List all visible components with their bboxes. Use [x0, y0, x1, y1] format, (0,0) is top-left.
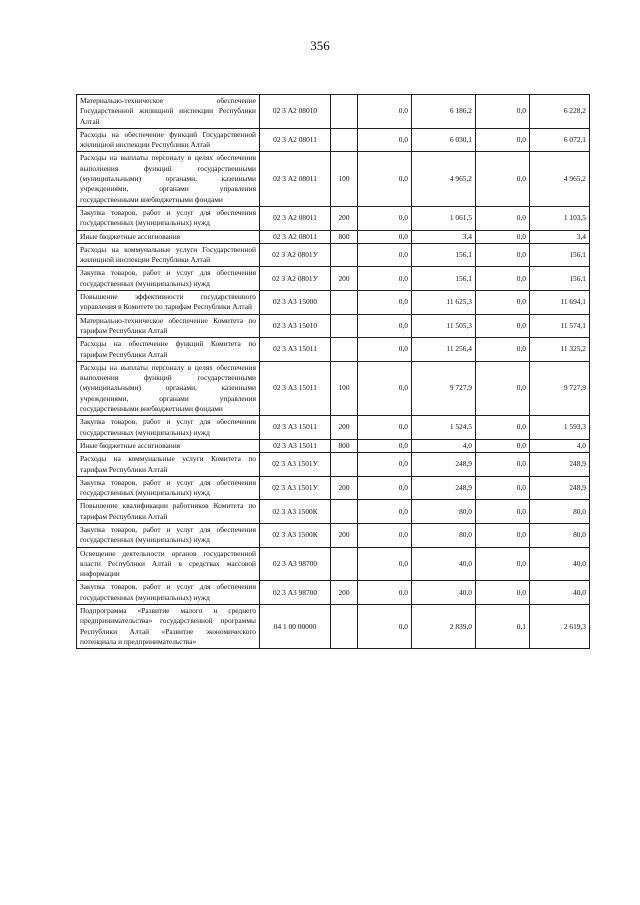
- row-value-cell: 0,0: [358, 581, 412, 605]
- row-code-cell: 02 3 А2 08011: [260, 128, 331, 152]
- row-value-cell: 248,9: [530, 453, 590, 477]
- row-value-cell: 0,0: [476, 206, 530, 230]
- row-code-cell: 02 3 А2 08011: [260, 230, 331, 243]
- row-value-cell: 0,0: [476, 361, 530, 415]
- row-value-cell: 11 505,3: [412, 314, 476, 338]
- page-number: 356: [310, 38, 330, 53]
- row-code-cell: 02 3 А3 15010: [260, 314, 331, 338]
- row-value-cell: 40,0: [530, 581, 590, 605]
- row-name-cell: Расходы на обеспечение функций Комитета по тарифам Республики Алтай: [77, 338, 260, 362]
- row-type-cell: [331, 453, 358, 477]
- row-value-cell: 0,0: [476, 453, 530, 477]
- row-value-cell: 4,0: [530, 439, 590, 452]
- row-value-cell: 248,9: [412, 453, 476, 477]
- table-row: [77, 128, 590, 152]
- row-value-cell: 0,0: [476, 338, 530, 362]
- row-value-cell: 0,0: [358, 476, 412, 500]
- row-name-cell: Иные бюджетные ассигнования: [77, 439, 260, 452]
- row-type-cell: 200: [331, 523, 358, 547]
- row-value-cell: 0,0: [476, 291, 530, 315]
- row-value-cell: 11 625,3: [412, 291, 476, 315]
- row-value-cell: 11 256,4: [412, 338, 476, 362]
- row-value-cell: 80,0: [412, 523, 476, 547]
- row-value-cell: 80,0: [530, 523, 590, 547]
- row-value-cell: 4,0: [412, 439, 476, 452]
- row-value-cell: 0,0: [476, 243, 530, 267]
- row-value-cell: 0,0: [476, 523, 530, 547]
- row-value-cell: 1 524,5: [412, 416, 476, 440]
- row-type-cell: [331, 243, 358, 267]
- row-code-cell: 02 3 А2 0801У: [260, 243, 331, 267]
- row-code-cell: 02 3 А3 15011: [260, 416, 331, 440]
- row-type-cell: 200: [331, 267, 358, 291]
- table-row: [77, 267, 590, 291]
- row-name-cell: Освещение деятельности органов государственной власти Республики Алтай в средствах массовой информации: [77, 547, 260, 581]
- row-value-cell: 0,0: [358, 152, 412, 206]
- row-code-cell: 02 3 А3 1501У: [260, 453, 331, 477]
- budget-table-body: [77, 95, 590, 649]
- budget-table: [76, 94, 590, 649]
- row-code-cell: 02 3 А2 08011: [260, 206, 331, 230]
- row-value-cell: 9 727,9: [412, 361, 476, 415]
- row-code-cell: 02 3 А3 15011: [260, 338, 331, 362]
- row-value-cell: 0,0: [358, 338, 412, 362]
- row-value-cell: 0,0: [476, 314, 530, 338]
- row-value-cell: 11 325,2: [530, 338, 590, 362]
- row-value-cell: 0,0: [358, 605, 412, 649]
- table-row: [77, 581, 590, 605]
- row-name-cell: Расходы на коммунальные услуги Государственной жилищной инспекции Республики Алтай: [77, 243, 260, 267]
- row-type-cell: [331, 500, 358, 524]
- row-type-cell: [331, 128, 358, 152]
- row-code-cell: 02 3 А3 1500К: [260, 523, 331, 547]
- table-row: [77, 547, 590, 581]
- row-value-cell: 1 103,5: [530, 206, 590, 230]
- row-value-cell: 1 593,3: [530, 416, 590, 440]
- row-name-cell: Материально-техническое обеспечение Государственной жилищной инспекции Республики Алтай: [77, 95, 260, 129]
- row-code-cell: 02 3 А3 98700: [260, 547, 331, 581]
- row-type-cell: 200: [331, 206, 358, 230]
- row-value-cell: 4 965,2: [530, 152, 590, 206]
- row-value-cell: 0,0: [358, 95, 412, 129]
- row-code-cell: 02 3 А3 15011: [260, 439, 331, 452]
- row-value-cell: 0,0: [358, 547, 412, 581]
- table-row: [77, 206, 590, 230]
- row-value-cell: 0,0: [358, 416, 412, 440]
- row-type-cell: 100: [331, 152, 358, 206]
- row-value-cell: 0,0: [476, 230, 530, 243]
- row-code-cell: 02 3 А2 08011: [260, 152, 331, 206]
- row-type-cell: [331, 547, 358, 581]
- row-value-cell: 4 965,2: [412, 152, 476, 206]
- row-value-cell: 0,0: [358, 243, 412, 267]
- row-value-cell: 0,0: [358, 314, 412, 338]
- row-name-cell: Закупка товаров, работ и услуг для обеспечения государственных (муниципальных) нужд: [77, 206, 260, 230]
- row-value-cell: 0,0: [358, 128, 412, 152]
- row-value-cell: 0,0: [358, 267, 412, 291]
- row-code-cell: 02 3 А3 1500К: [260, 500, 331, 524]
- table-row: [77, 314, 590, 338]
- row-value-cell: 0,0: [476, 416, 530, 440]
- row-value-cell: 3,4: [530, 230, 590, 243]
- row-value-cell: 3,4: [412, 230, 476, 243]
- row-value-cell: 0,0: [476, 476, 530, 500]
- row-type-cell: 800: [331, 230, 358, 243]
- table-row: [77, 416, 590, 440]
- row-value-cell: 0,0: [476, 547, 530, 581]
- row-type-cell: [331, 605, 358, 649]
- row-name-cell: Повышение квалификации работников Комитета по тарифам Республики Алтай: [77, 500, 260, 524]
- row-value-cell: 0,0: [476, 500, 530, 524]
- row-value-cell: 156,1: [412, 267, 476, 291]
- row-type-cell: 200: [331, 476, 358, 500]
- row-value-cell: 0,0: [358, 523, 412, 547]
- row-value-cell: 156,1: [412, 243, 476, 267]
- table-row: [77, 500, 590, 524]
- row-value-cell: 0,0: [476, 152, 530, 206]
- row-value-cell: 156,1: [530, 243, 590, 267]
- row-value-cell: 0,0: [358, 206, 412, 230]
- row-value-cell: 11 694,1: [530, 291, 590, 315]
- row-type-cell: 800: [331, 439, 358, 452]
- table-row: [77, 476, 590, 500]
- row-code-cell: 04 1 00 00000: [260, 605, 331, 649]
- row-value-cell: 9 727,9: [530, 361, 590, 415]
- row-type-cell: [331, 95, 358, 129]
- table-row: [77, 291, 590, 315]
- row-name-cell: Закупка товаров, работ и услуг для обеспечения государственных (муниципальных) нужд: [77, 476, 260, 500]
- row-value-cell: 248,9: [530, 476, 590, 500]
- row-value-cell: 0,0: [358, 230, 412, 243]
- row-value-cell: 0,0: [358, 439, 412, 452]
- row-value-cell: 0,0: [476, 95, 530, 129]
- row-code-cell: 02 3 А3 98700: [260, 581, 331, 605]
- row-value-cell: 0,0: [476, 439, 530, 452]
- row-code-cell: 02 3 А2 08010: [260, 95, 331, 129]
- row-name-cell: Повышение эффективности государственного управления в Комитете по тарифам Республики Алтай: [77, 291, 260, 315]
- row-type-cell: [331, 291, 358, 315]
- row-name-cell: Закупка товаров, работ и услуг для обеспечения государственных (муниципальных) нужд: [77, 581, 260, 605]
- row-name-cell: Закупка товаров, работ и услуг для обеспечения государственных (муниципальных) нужд: [77, 416, 260, 440]
- row-name-cell: Расходы на выплаты персоналу в целях обеспечения выполнения функций государственными (муниципальными) органами, казенными учреждениями, органами управления государственными внебюджетными фондами: [77, 152, 260, 206]
- row-value-cell: 0,0: [476, 267, 530, 291]
- table-row: [77, 523, 590, 547]
- row-value-cell: 0,0: [358, 291, 412, 315]
- row-name-cell: Расходы на обеспечение функций Государственной жилищной инспекции Республики Алтай: [77, 128, 260, 152]
- row-name-cell: Закупка товаров, работ и услуг для обеспечения государственных (муниципальных) нужд: [77, 523, 260, 547]
- row-code-cell: 02 3 А3 1501У: [260, 476, 331, 500]
- row-value-cell: 40,0: [412, 547, 476, 581]
- row-value-cell: 0,0: [358, 500, 412, 524]
- table-row: [77, 243, 590, 267]
- row-name-cell: Подпрограмма «Развитие малого и среднего предпринимательства» государственной программы Республики Алтай «Развитие экономического потенциала и предпринимательства»: [77, 605, 260, 649]
- row-type-cell: 100: [331, 361, 358, 415]
- row-value-cell: 40,0: [412, 581, 476, 605]
- row-value-cell: 0,0: [476, 128, 530, 152]
- table-row: [77, 453, 590, 477]
- row-code-cell: 02 3 А2 0801У: [260, 267, 331, 291]
- row-value-cell: 6 186,2: [412, 95, 476, 129]
- row-value-cell: 40,0: [530, 547, 590, 581]
- row-value-cell: 11 574,1: [530, 314, 590, 338]
- row-type-cell: 200: [331, 416, 358, 440]
- row-type-cell: 200: [331, 581, 358, 605]
- table-row: [77, 439, 590, 452]
- table-row: [77, 152, 590, 206]
- row-type-cell: [331, 314, 358, 338]
- row-value-cell: 6 072,1: [530, 128, 590, 152]
- row-value-cell: 0,0: [358, 453, 412, 477]
- row-value-cell: 156,1: [530, 267, 590, 291]
- row-value-cell: 2 619,3: [530, 605, 590, 649]
- row-value-cell: 2 839,0: [412, 605, 476, 649]
- table-row: [77, 361, 590, 415]
- row-name-cell: Материально-техническое обеспечение Комитета по тарифам Республики Алтай: [77, 314, 260, 338]
- row-value-cell: 6 228,2: [530, 95, 590, 129]
- row-value-cell: 80,0: [530, 500, 590, 524]
- row-value-cell: 80,0: [412, 500, 476, 524]
- row-value-cell: 6 030,1: [412, 128, 476, 152]
- row-name-cell: Расходы на выплаты персоналу в целях обеспечения выполнения функций государственными (муниципальными) органами, казенными учреждениями, органами управления государственными внебюджетными фондами: [77, 361, 260, 415]
- row-code-cell: 02 3 А3 15011: [260, 361, 331, 415]
- row-code-cell: 02 3 А3 15000: [260, 291, 331, 315]
- table-row: [77, 605, 590, 649]
- row-name-cell: Расходы на коммунальные услуги Комитета по тарифам Республики Алтай: [77, 453, 260, 477]
- row-value-cell: 0,0: [358, 361, 412, 415]
- row-value-cell: 0,1: [476, 605, 530, 649]
- row-name-cell: Закупка товаров, работ и услуг для обеспечения государственных (муниципальных) нужд: [77, 267, 260, 291]
- row-type-cell: [331, 338, 358, 362]
- row-value-cell: 1 061,5: [412, 206, 476, 230]
- row-value-cell: 0,0: [476, 581, 530, 605]
- table-row: [77, 95, 590, 129]
- table-row: [77, 338, 590, 362]
- row-value-cell: 248,9: [412, 476, 476, 500]
- table-row: [77, 230, 590, 243]
- row-name-cell: Иные бюджетные ассигнования: [77, 230, 260, 243]
